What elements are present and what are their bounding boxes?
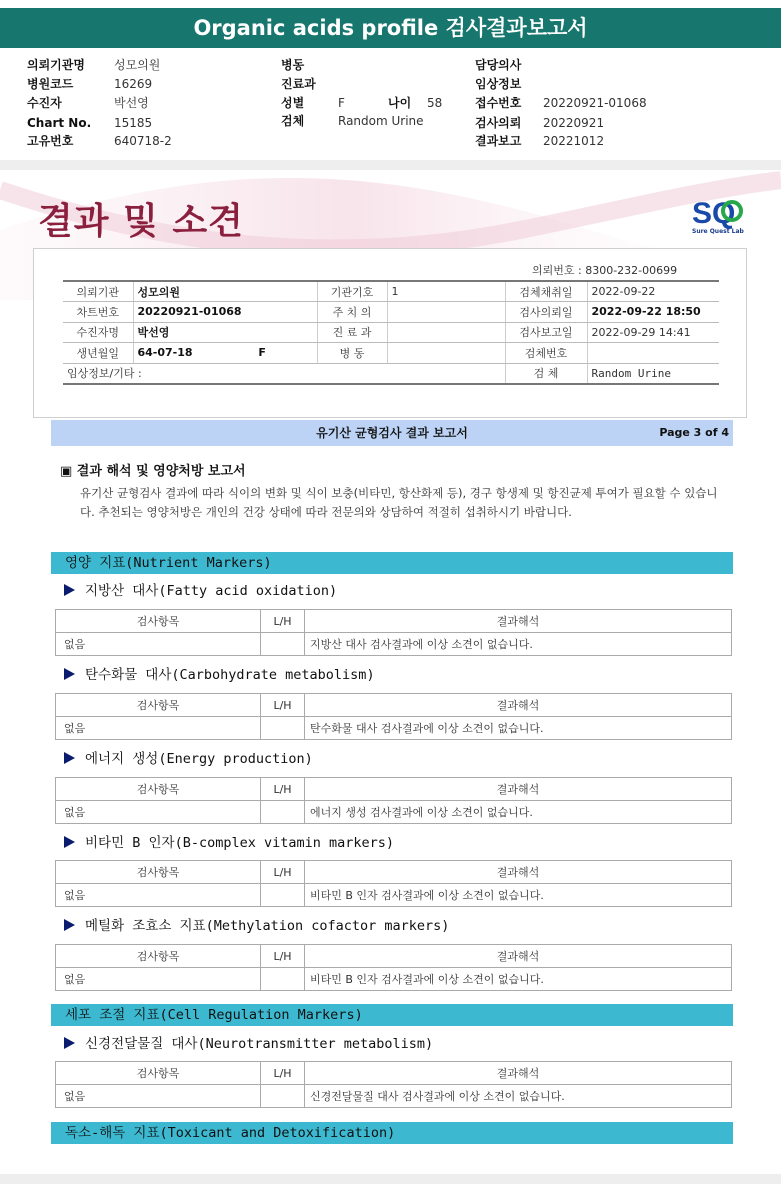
interp-cell: 비타민 B 인자 검사결과에 이상 소견이 없습니다. [305, 968, 732, 991]
lh-cell [261, 968, 305, 991]
req-label: 주 치 의 [317, 302, 387, 323]
req-label: 생년월일 [63, 343, 133, 364]
info-label: 병동 [281, 58, 305, 72]
result-table [55, 944, 732, 991]
req-label: 수진자명 [63, 322, 133, 343]
col-header: 검사항목 [56, 1062, 261, 1085]
triangle-icon [64, 1037, 75, 1049]
col-header: L/H [261, 694, 305, 717]
info-label: 병원코드 [27, 77, 74, 91]
triangle-icon [64, 836, 75, 848]
item-cell: 없음 [56, 1085, 261, 1108]
triangle-icon [64, 584, 75, 596]
col-header: 결과해석 [305, 945, 732, 968]
item-cell: 없음 [56, 717, 261, 740]
req-label: 검체번호 [505, 343, 587, 364]
subsection-title: 신경전달물질 대사(Neurotransmitter metabolism) [85, 1036, 434, 1052]
info-value: Random Urine [338, 114, 424, 128]
lh-cell [261, 801, 305, 824]
section-heading: ▣ 결과 해석 및 영양처방 보고서 [60, 464, 246, 479]
result-table [55, 777, 732, 824]
info-label: 접수번호 [475, 96, 522, 110]
req-label: 검체채취일 [505, 281, 587, 302]
table-row [63, 363, 719, 384]
req-value: 1 [387, 281, 505, 302]
triangle-icon [64, 919, 75, 931]
result-table [55, 860, 732, 907]
triangle-icon [64, 752, 75, 764]
req-value: 2022-09-29 14:41 [587, 322, 719, 343]
table-row [63, 302, 719, 323]
info-label: 임상정보 [475, 77, 522, 91]
req-label: 기관기호 [317, 281, 387, 302]
subsection-heading [64, 831, 394, 851]
req-value [587, 343, 719, 364]
result-title: 결과 및 소견 [38, 201, 244, 242]
info-value: 16269 [114, 77, 153, 91]
req-label: 진 료 과 [317, 322, 387, 343]
clinical-info: 임상정보/기타 : [63, 363, 505, 384]
info-value: 성모의원 [114, 58, 161, 72]
table-row [63, 343, 719, 364]
interp-cell: 신경전달물질 대사 검사결과에 이상 소견이 없습니다. [305, 1085, 732, 1108]
subsection-heading [64, 914, 449, 934]
logo-letters: SQ [692, 197, 736, 230]
info-label: 진료과 [281, 77, 316, 91]
result-table [55, 1061, 732, 1108]
req-value: 박선영 [133, 322, 317, 343]
request-number: 의뢰번호 : 8300-232-00699 [532, 264, 678, 277]
table-row [63, 281, 719, 302]
info-value: 20220921 [543, 116, 605, 130]
subsection-title: 비타민 B 인자(B-complex vitamin markers) [85, 835, 395, 851]
col-header: L/H [261, 945, 305, 968]
info-label: 성별 [281, 96, 305, 110]
col-header: 결과해석 [305, 778, 732, 801]
category-bar: 영양 지표(Nutrient Markers) [51, 552, 733, 574]
category-bar: 세포 조절 지표(Cell Regulation Markers) [51, 1004, 733, 1026]
item-cell: 없음 [56, 801, 261, 824]
req-value: 성모의원 [133, 281, 317, 302]
subsection-heading [64, 579, 337, 599]
info-label: 수진자 [27, 96, 62, 110]
info-value: F [338, 96, 345, 110]
divider [0, 1174, 781, 1184]
table-row [63, 322, 719, 343]
result-table [55, 693, 732, 740]
req-label: 검사보고일 [505, 322, 587, 343]
interp-cell: 에너지 생성 검사결과에 이상 소견이 없습니다. [305, 801, 732, 824]
col-header: L/H [261, 1062, 305, 1085]
col-header: 결과해석 [305, 694, 732, 717]
report-title: Organic acids profile 검사결과보고서 [0, 8, 781, 48]
col-header: 결과해석 [305, 861, 732, 884]
req-value [133, 343, 317, 364]
divider [0, 160, 781, 170]
col-header: 검사항목 [56, 694, 261, 717]
info-label: 의뢰기관명 [27, 58, 85, 72]
info-label: 검체 [281, 114, 305, 128]
info-value: 박선영 [114, 96, 149, 110]
req-label: 검사의뢰일 [505, 302, 587, 323]
age-value: 58 [427, 96, 443, 110]
col-header: L/H [261, 778, 305, 801]
info-value: 20221012 [543, 134, 605, 148]
col-header: 결과해석 [305, 1062, 732, 1085]
req-label: 병 동 [317, 343, 387, 364]
category-bar: 독소-해독 지표(Toxicant and Detoxification) [51, 1122, 733, 1144]
info-value: 15185 [114, 116, 153, 130]
subsection-title: 지방산 대사(Fatty acid oxidation) [85, 583, 338, 599]
subsection-title: 에너지 생성(Energy production) [85, 751, 313, 767]
col-header: 검사항목 [56, 861, 261, 884]
table-row [56, 1085, 732, 1108]
item-cell: 없음 [56, 968, 261, 991]
col-header: 검사항목 [56, 610, 261, 633]
lh-cell [261, 633, 305, 656]
table-row [56, 884, 732, 907]
req-value: 2022-09-22 18:50 [587, 302, 719, 323]
subsection-heading [64, 747, 313, 767]
table-row [56, 801, 732, 824]
table-row [56, 717, 732, 740]
interp-cell: 비타민 B 인자 검사결과에 이상 소견이 없습니다. [305, 884, 732, 907]
info-label: 검사의뢰 [475, 116, 522, 130]
subsection-heading [64, 1032, 433, 1052]
result-table [55, 609, 732, 656]
req-value: 20220921-01068 [133, 302, 317, 323]
info-value: 640718-2 [114, 134, 172, 148]
info-label: Chart No. [27, 116, 92, 130]
interp-cell: 탄수화물 대사 검사결과에 이상 소견이 없습니다. [305, 717, 732, 740]
item-cell: 없음 [56, 884, 261, 907]
interp-cell: 지방산 대사 검사결과에 이상 소견이 없습니다. [305, 633, 732, 656]
item-cell: 없음 [56, 633, 261, 656]
intro-text: 유기산 균형검사 결과에 따라 식이의 변화 및 식이 보충(비타민, 항산화제 등), 경구 항생제 및 항진균제 투여가 필요할 수 있습니다. 추천되는 영양처방은 개인의 건강 상태에 따라 전문의와 상담하여 적절히 섭취하시기 바랍니다. [80, 486, 718, 519]
lh-cell [261, 717, 305, 740]
info-label: 결과보고 [475, 134, 522, 148]
logo-subtitle: Sure Quest Lab [692, 228, 744, 235]
lh-cell [261, 1085, 305, 1108]
age-label: 나이 [388, 96, 412, 110]
page-indicator: Page 3 of 4 [659, 426, 729, 439]
req-value [387, 302, 505, 323]
birth-date: 64-07-18 [137, 346, 193, 360]
info-label: 담당의사 [475, 58, 522, 72]
report-header-bar [51, 420, 733, 446]
req-value [387, 343, 505, 364]
req-value: 2022-09-22 [587, 281, 719, 302]
lh-cell [261, 884, 305, 907]
col-header: 검사항목 [56, 778, 261, 801]
subsection-title: 탄수화물 대사(Carbohydrate metabolism) [85, 667, 375, 683]
table-row [56, 633, 732, 656]
request-table [63, 280, 719, 385]
triangle-icon [64, 668, 75, 680]
info-label: 고유번호 [27, 134, 74, 148]
col-header: L/H [261, 861, 305, 884]
req-label: 의뢰기관 [63, 281, 133, 302]
report-subtitle: 유기산 균형검사 결과 보고서 [316, 426, 468, 440]
info-value: 20220921-01068 [543, 96, 647, 110]
req-label: 검 체 [505, 363, 587, 384]
req-label: 차트번호 [63, 302, 133, 323]
subsection-heading [64, 663, 375, 683]
req-value [387, 322, 505, 343]
col-header: L/H [261, 610, 305, 633]
col-header: 결과해석 [305, 610, 732, 633]
sex: F [258, 346, 266, 360]
subsection-title: 메틸화 조효소 지표(Methylation cofactor markers) [85, 918, 450, 934]
table-row [56, 968, 732, 991]
req-value: Random Urine [587, 363, 719, 384]
col-header: 검사항목 [56, 945, 261, 968]
